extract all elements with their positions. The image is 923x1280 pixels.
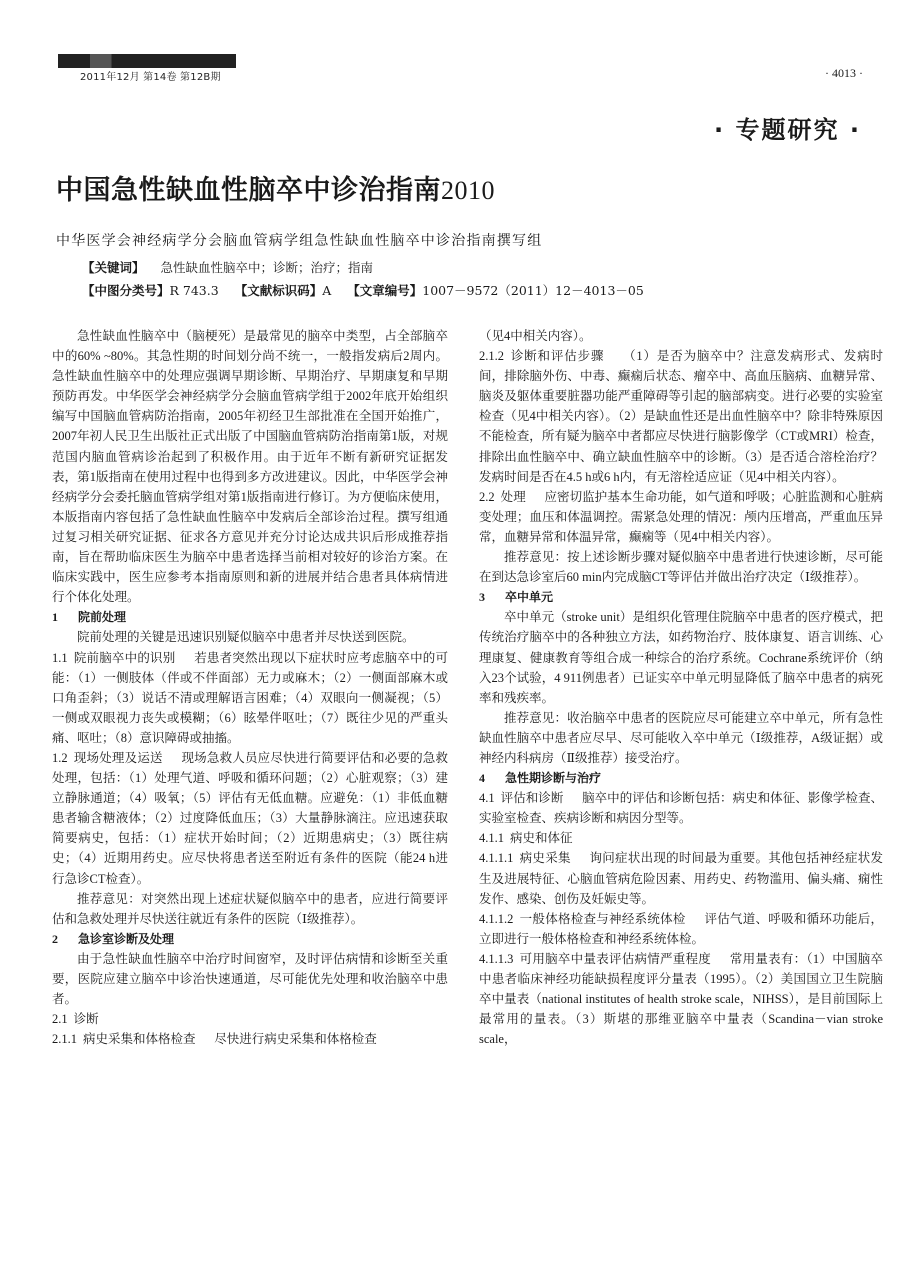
subsection-title: 现场处理及运送 xyxy=(73,750,163,765)
subsection-text: 应密切监护基本生命功能，如气道和呼吸；心脏监测和心脏病变处理；血压和体温调控。需紧急处理的情况：颅内压增高，严重血压异常，血糖异常和体温异常，癫痫等（见4中相关内容）。 xyxy=(479,489,883,544)
paragraph: 推荐意见：对突然出现上述症状疑似脑卒中的患者，应进行简要评估和急救处理并尽快送往就近有条件的医院（Ⅰ级推荐）。 xyxy=(52,891,448,926)
section-title: 急性期诊断与治疗 xyxy=(505,771,602,786)
paragraph: 推荐意见：按上述诊断步骤对疑似脑卒中患者进行快速诊断，尽可能在到达急诊室后60 min内完成脑CT等评估并做出治疗决定（Ⅰ级推荐）。 xyxy=(479,550,883,585)
journal-logo-mark xyxy=(58,54,236,68)
body-column-left xyxy=(52,326,448,1049)
subsection-title: 院前脑卒中的识别 xyxy=(73,650,176,665)
subsection-number: 4.1.1.3 xyxy=(479,951,514,966)
paragraph: 卒中单元（stroke unit）是组织化管理住院脑卒中患者的医疗模式，把传统治疗脑卒中的各种独立方法，如药物治疗、肢体康复、语言训练、心理康复、健康教育等组合成一种综合的治疗系统。Cochrane系统评价（纳入23个试验，4 911例患者）已证实卒中单元明显降低了脑卒中患者的病死率和残疾率。 xyxy=(479,610,883,705)
subsection-number: 1.2 xyxy=(52,750,68,765)
paragraph: 由于急性缺血性脑卒中治疗时间窗窄，及时评估病情和诊断至关重要，医院应建立脑卒中诊治快速通道，尽可能优先处理和收治脑卒中患者。 xyxy=(52,951,448,1007)
subsection-text: （1）是否为脑卒中？注意发病形式、发病时间，排除脑外伤、中毒、癫痫后状态、瘤卒中、高血压脑病、血糖异常、脑炎及躯体重要脏器功能严重障碍等引起的脑部病变。进行必要的实验室检查（见4中相关内容）。（2）是缺血性还是出血性脑卒中？除非特殊原因不能检查，所有疑为脑卒中者都应尽快进行脑影像学（CT或MRI）检查，排除出血性脑卒中、确立缺血性脑卒中的诊断。（3）是否适合溶栓治疗？发病时间是否在4.5 h或6 h内，有无溶栓适应证（见4中相关内容）。 xyxy=(479,349,883,484)
subsection-text: 脑卒中的评估和诊断包括：病史和体征、影像学检查、实验室检查、疾病诊断和病因分型等。 xyxy=(479,791,883,826)
classification-line xyxy=(82,281,644,299)
section-heading-4 xyxy=(479,768,883,788)
subsection-text: 常用量表有：（1）中国脑卒中患者临床神经功能缺损程度评分量表（1995）。（2）美国国立卫生院脑卒中量表（national institutes of health stroke scale，NIHSS），是目前国际上最常用的量表。（3）斯堪的那维亚脑卒中量表（Scandina－vian stroke scale， xyxy=(479,951,883,1047)
subsection-title: 诊断和评估步骤 xyxy=(510,349,605,364)
subsection-title: 病史和体征 xyxy=(510,831,573,846)
subsection-number: 1.1 xyxy=(52,650,68,665)
article-number-value: 1007－9572（2011）12－4013－05 xyxy=(422,283,644,298)
paragraph: 推荐意见：收治脑卒中患者的医院应尽可能建立卒中单元，所有急性缺血性脑卒中患者应尽早、尽可能收入卒中单元（Ⅰ级推荐，A级证据）或神经内科病房（Ⅱ级推荐）接受治疗。 xyxy=(479,710,883,765)
keywords-line xyxy=(82,258,373,276)
clc-value: R 743.3 xyxy=(169,283,219,298)
subsection-title: 诊断 xyxy=(73,1012,99,1027)
subsection-2-1 xyxy=(52,1009,448,1029)
subsection-number: 2.1 xyxy=(52,1012,68,1027)
paragraph: 急性缺血性脑卒中（脑梗死）是最常见的脑卒中类型，占全部脑卒中的60% ~80%。其急性期的时间划分尚不统一，一般指发病后2周内。急性缺血性脑卒中的处理应强调早期诊断、早期治疗、早期康复和早期预防再发。中华医学会神经病学分会脑血管病学组于2002年底开始组织编写中国脑血管病防治指南，2005年初经卫生部批准在全国开始推广，2007年初人民卫生出版社正式出版了中国脑血管病防治指南第1版，对规范国内脑血管病诊治起到了积极作用。由于近年不断有新研究证据发表，第1版指南在使用过程中也得到多方改进建议。因此，中华医学会神经病学分会委托脑血管病学组对第1版指南进行修订。为方便临床使用，本版指南内容包括了急性缺血性脑卒中发病后全部诊治过程。撰写组通过复习相关研究证据、征求各方意见并充分讨论达成共识后形成推荐指南，旨在帮助临床医生为脑卒中患者选择当前相对较好的诊治方案。在临床实践中，医生应参考本指南原则和新的进展并结合患者具体病情进行个体化处理。 xyxy=(52,329,448,605)
article-title xyxy=(56,168,495,207)
section-number: 3 xyxy=(479,590,485,605)
section-title: 急诊室诊断及处理 xyxy=(78,931,175,946)
article-title-main: 中国急性缺血性脑卒中诊治指南 xyxy=(56,175,441,206)
subsection-4-1-1-3 xyxy=(479,949,883,1049)
subsection-number: 4.1 xyxy=(479,791,495,806)
subsection-title: 一般体格检查与神经系统体检 xyxy=(519,911,686,926)
doc-code-label: 【文献标识码】 xyxy=(234,283,323,298)
subsection-4-1-1-1 xyxy=(479,848,883,908)
article-number-label: 【文章编号】 xyxy=(347,283,423,298)
section-title: 卒中单元 xyxy=(505,590,554,605)
subsection-2-1-1 xyxy=(52,1029,448,1049)
section-title: 院前处理 xyxy=(78,610,127,625)
subsection-text: 若患者突然出现以下症状时应考虑脑卒中的可能：（1）一侧肢体（伴或不伴面部）无力或麻木；（2）一侧面部麻木或口角歪斜；（3）说话不清或理解语言困难；（4）双眼向一侧凝视；（5）一侧或双眼视力丧失或模糊；（6）眩晕伴呕吐；（7）既往少见的严重头痛、呕吐；（8）意识障碍或抽搐。 xyxy=(52,650,448,745)
subsection-1-2 xyxy=(52,748,448,889)
section-heading-2 xyxy=(52,929,448,949)
subsection-number: 2.1.2 xyxy=(479,349,504,364)
subsection-number: 2.1.1 xyxy=(52,1032,77,1047)
subsection-2-1-2 xyxy=(479,346,883,487)
clc-label: 【中图分类号】 xyxy=(82,283,170,298)
subsection-number: 4.1.1.2 xyxy=(479,911,514,926)
doc-code-value: A xyxy=(322,283,332,298)
section-heading-3 xyxy=(479,587,883,607)
subsection-title: 病史采集和体格检查 xyxy=(83,1032,196,1047)
journal-logo xyxy=(58,54,236,83)
paragraph: （见4中相关内容）。 xyxy=(479,329,592,343)
section-heading: · 专题研究 · xyxy=(714,116,861,144)
paragraph: 院前处理的关键是迅速识别疑似脑卒中患者并尽快送到医院。 xyxy=(77,630,415,645)
keywords-value: 急性缺血性脑卒中；诊断；治疗；指南 xyxy=(160,260,374,275)
subsection-number: 2.2 xyxy=(479,489,495,504)
journal-issue: 2011年12月 第14卷 第12B期 xyxy=(80,72,221,83)
page-number: · 4013 · xyxy=(825,66,863,80)
subsection-number: 4.1.1.1 xyxy=(479,851,514,866)
subsection-title: 评估和诊断 xyxy=(500,791,564,806)
subsection-4-1 xyxy=(479,788,883,828)
subsection-text: 尽快进行病史采集和体格检查 xyxy=(214,1032,377,1047)
body-column-right xyxy=(479,326,883,1049)
subsection-4-1-1-2 xyxy=(479,909,883,949)
subsection-text: 询问症状出现的时间最为重要。其他包括神经症状发生及进展特征、心脑血管病危险因素、用药史、药物滥用、偏头痛、痫性发作、感染、创伤及妊娠史等。 xyxy=(479,851,883,906)
section-heading-1 xyxy=(52,607,448,627)
subsection-title: 可用脑卒中量表评估病情严重程度 xyxy=(519,951,712,966)
subsection-title: 处理 xyxy=(500,489,526,504)
subsection-4-1-1 xyxy=(479,828,883,848)
section-number: 1 xyxy=(52,610,58,625)
article-authors: 中华医学会神经病学分会脑血管病学组急性缺血性脑卒中诊治指南撰写组 xyxy=(56,233,543,249)
section-number: 2 xyxy=(52,931,58,946)
keywords-label: 【关键词】 xyxy=(82,260,145,275)
section-number: 4 xyxy=(479,771,485,786)
subsection-2-2 xyxy=(479,487,883,547)
subsection-title: 病史采集 xyxy=(519,851,571,866)
subsection-text: 现场急救人员应尽快进行简要评估和必要的急救处理，包括：（1）处理气道、呼吸和循环问题；（2）心脏观察；（3）建立静脉通道；（4）吸氧；（5）评估有无低血糖。应避免：（1）非低血糖患者输含糖液体；（2）过度降低血压；（3）大量静脉滴注。应迅速获取简要病史，包括：（1）症状开始时间；（2）近期患病史；（3）既往病史；（4）近期用药史。应尽快将患者送至附近有条件的医院（能24 h进行急诊CT检查）。 xyxy=(52,750,448,886)
article-title-year: 2010 xyxy=(441,176,495,205)
subsection-number: 4.1.1 xyxy=(479,831,504,846)
subsection-1-1 xyxy=(52,648,448,748)
subsection-text: 评估气道、呼吸和循环功能后，立即进行一般体格检查和神经系统体检。 xyxy=(479,911,883,946)
